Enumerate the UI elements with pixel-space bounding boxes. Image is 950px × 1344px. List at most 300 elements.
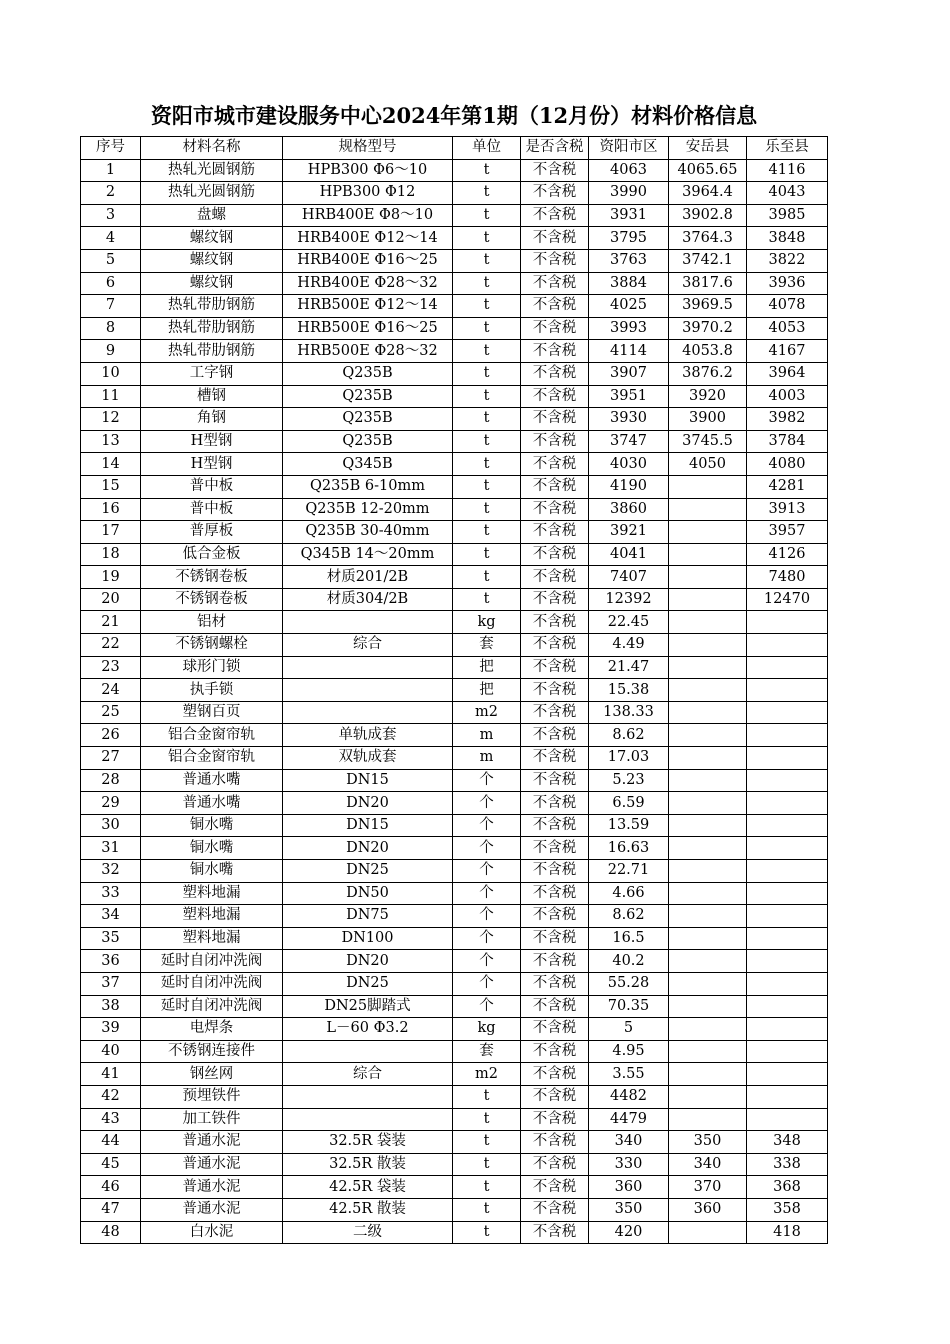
cell-material-name: 热轧光圆钢筋 bbox=[141, 159, 283, 182]
cell-lezhi-price bbox=[747, 634, 828, 657]
cell-material-name: 热轧带肋钢筋 bbox=[141, 295, 283, 318]
cell-anyue-price bbox=[669, 1108, 747, 1131]
cell-unit: 套 bbox=[453, 634, 521, 657]
cell-ziyang-price: 3931 bbox=[589, 204, 669, 227]
cell-spec: Q235B 12-20mm bbox=[283, 498, 453, 521]
cell-material-name: 钢丝网 bbox=[141, 1063, 283, 1086]
cell-material-name: 热轧带肋钢筋 bbox=[141, 340, 283, 363]
cell-material-name: 不锈钢连接件 bbox=[141, 1040, 283, 1063]
cell-tax: 不含税 bbox=[521, 611, 589, 634]
cell-spec: 42.5R 袋装 bbox=[283, 1176, 453, 1199]
cell-material-name: 盘螺 bbox=[141, 204, 283, 227]
cell-tax: 不含税 bbox=[521, 362, 589, 385]
cell-ziyang-price: 4.66 bbox=[589, 882, 669, 905]
cell-tax: 不含税 bbox=[521, 1221, 589, 1244]
cell-anyue-price: 3876.2 bbox=[669, 362, 747, 385]
cell-ziyang-price: 13.59 bbox=[589, 814, 669, 837]
cell-lezhi-price: 3957 bbox=[747, 521, 828, 544]
cell-lezhi-price bbox=[747, 701, 828, 724]
cell-lezhi-price bbox=[747, 1063, 828, 1086]
cell-ziyang-price: 8.62 bbox=[589, 724, 669, 747]
cell-index: 12 bbox=[81, 408, 141, 431]
cell-anyue-price bbox=[669, 1018, 747, 1041]
cell-spec: Q345B 14～20mm bbox=[283, 543, 453, 566]
table-row bbox=[81, 566, 828, 589]
header-index: 序号 bbox=[81, 137, 141, 160]
cell-material-name: 铝合金窗帘轨 bbox=[141, 724, 283, 747]
table-row bbox=[81, 950, 828, 973]
cell-spec: DN15 bbox=[283, 814, 453, 837]
cell-ziyang-price: 4025 bbox=[589, 295, 669, 318]
cell-tax: 不含税 bbox=[521, 860, 589, 883]
cell-anyue-price bbox=[669, 837, 747, 860]
cell-material-name: 普中板 bbox=[141, 475, 283, 498]
cell-anyue-price bbox=[669, 566, 747, 589]
table-row bbox=[81, 340, 828, 363]
cell-tax: 不含税 bbox=[521, 679, 589, 702]
cell-index: 15 bbox=[81, 475, 141, 498]
cell-lezhi-price: 3784 bbox=[747, 430, 828, 453]
cell-index: 31 bbox=[81, 837, 141, 860]
cell-anyue-price bbox=[669, 588, 747, 611]
cell-unit: t bbox=[453, 1131, 521, 1154]
table-row bbox=[81, 543, 828, 566]
cell-anyue-price bbox=[669, 634, 747, 657]
table-row bbox=[81, 475, 828, 498]
header-ziyang-price: 资阳市区 bbox=[589, 137, 669, 160]
table-row bbox=[81, 227, 828, 250]
cell-material-name: 螺纹钢 bbox=[141, 249, 283, 272]
cell-ziyang-price: 16.5 bbox=[589, 927, 669, 950]
cell-material-name: 普通水泥 bbox=[141, 1198, 283, 1221]
cell-ziyang-price: 3990 bbox=[589, 182, 669, 205]
cell-lezhi-price bbox=[747, 679, 828, 702]
cell-lezhi-price: 3982 bbox=[747, 408, 828, 431]
cell-material-name: 铝材 bbox=[141, 611, 283, 634]
cell-anyue-price bbox=[669, 475, 747, 498]
cell-unit: m bbox=[453, 747, 521, 770]
cell-anyue-price: 4065.65 bbox=[669, 159, 747, 182]
cell-lezhi-price bbox=[747, 837, 828, 860]
cell-spec bbox=[283, 611, 453, 634]
cell-lezhi-price: 418 bbox=[747, 1221, 828, 1244]
cell-ziyang-price: 3930 bbox=[589, 408, 669, 431]
cell-index: 6 bbox=[81, 272, 141, 295]
table-row bbox=[81, 588, 828, 611]
header-anyue-price: 安岳县 bbox=[669, 137, 747, 160]
cell-tax: 不含税 bbox=[521, 701, 589, 724]
cell-spec: 双轨成套 bbox=[283, 747, 453, 770]
cell-index: 36 bbox=[81, 950, 141, 973]
cell-spec: HRB400E Φ16～25 bbox=[283, 249, 453, 272]
cell-index: 47 bbox=[81, 1198, 141, 1221]
cell-ziyang-price: 3907 bbox=[589, 362, 669, 385]
cell-lezhi-price bbox=[747, 882, 828, 905]
cell-material-name: 螺纹钢 bbox=[141, 272, 283, 295]
cell-unit: t bbox=[453, 543, 521, 566]
cell-index: 7 bbox=[81, 295, 141, 318]
cell-ziyang-price: 360 bbox=[589, 1176, 669, 1199]
table-row bbox=[81, 272, 828, 295]
cell-ziyang-price: 7407 bbox=[589, 566, 669, 589]
cell-lezhi-price bbox=[747, 860, 828, 883]
cell-material-name: 塑钢百页 bbox=[141, 701, 283, 724]
cell-spec: Q235B bbox=[283, 408, 453, 431]
cell-unit: 个 bbox=[453, 769, 521, 792]
cell-anyue-price: 370 bbox=[669, 1176, 747, 1199]
cell-spec: HRB500E Φ12～14 bbox=[283, 295, 453, 318]
cell-ziyang-price: 4063 bbox=[589, 159, 669, 182]
cell-unit: t bbox=[453, 295, 521, 318]
cell-lezhi-price bbox=[747, 1108, 828, 1131]
cell-spec: HRB500E Φ16～25 bbox=[283, 317, 453, 340]
cell-tax: 不含税 bbox=[521, 1018, 589, 1041]
cell-spec: 综合 bbox=[283, 1063, 453, 1086]
cell-ziyang-price: 3763 bbox=[589, 249, 669, 272]
cell-tax: 不含税 bbox=[521, 1176, 589, 1199]
table-row bbox=[81, 498, 828, 521]
table-row bbox=[81, 204, 828, 227]
cell-tax: 不含税 bbox=[521, 1153, 589, 1176]
cell-spec: DN75 bbox=[283, 905, 453, 928]
cell-ziyang-price: 330 bbox=[589, 1153, 669, 1176]
cell-spec bbox=[283, 656, 453, 679]
cell-spec: HPB300 Φ12 bbox=[283, 182, 453, 205]
cell-index: 21 bbox=[81, 611, 141, 634]
cell-spec: HRB400E Φ12～14 bbox=[283, 227, 453, 250]
cell-anyue-price: 3964.4 bbox=[669, 182, 747, 205]
cell-index: 9 bbox=[81, 340, 141, 363]
cell-index: 19 bbox=[81, 566, 141, 589]
cell-material-name: 普通水泥 bbox=[141, 1153, 283, 1176]
table-row bbox=[81, 814, 828, 837]
cell-lezhi-price bbox=[747, 656, 828, 679]
cell-anyue-price bbox=[669, 701, 747, 724]
cell-spec: Q235B bbox=[283, 430, 453, 453]
cell-index: 2 bbox=[81, 182, 141, 205]
table-row bbox=[81, 837, 828, 860]
cell-unit: t bbox=[453, 159, 521, 182]
cell-lezhi-price bbox=[747, 905, 828, 928]
cell-anyue-price: 3920 bbox=[669, 385, 747, 408]
cell-tax: 不含税 bbox=[521, 340, 589, 363]
cell-spec bbox=[283, 1040, 453, 1063]
cell-unit: 个 bbox=[453, 995, 521, 1018]
cell-material-name: 不锈钢卷板 bbox=[141, 588, 283, 611]
cell-ziyang-price: 12392 bbox=[589, 588, 669, 611]
cell-index: 32 bbox=[81, 860, 141, 883]
cell-unit: t bbox=[453, 566, 521, 589]
cell-tax: 不含税 bbox=[521, 814, 589, 837]
cell-tax: 不含税 bbox=[521, 475, 589, 498]
cell-ziyang-price: 4.95 bbox=[589, 1040, 669, 1063]
cell-anyue-price bbox=[669, 679, 747, 702]
cell-index: 39 bbox=[81, 1018, 141, 1041]
cell-index: 38 bbox=[81, 995, 141, 1018]
cell-unit: 把 bbox=[453, 679, 521, 702]
table-row bbox=[81, 995, 828, 1018]
cell-ziyang-price: 16.63 bbox=[589, 837, 669, 860]
cell-lezhi-price bbox=[747, 747, 828, 770]
cell-anyue-price: 3970.2 bbox=[669, 317, 747, 340]
cell-index: 11 bbox=[81, 385, 141, 408]
cell-index: 42 bbox=[81, 1085, 141, 1108]
cell-anyue-price bbox=[669, 1063, 747, 1086]
cell-unit: t bbox=[453, 362, 521, 385]
cell-ziyang-price: 4482 bbox=[589, 1085, 669, 1108]
cell-spec: Q345B bbox=[283, 453, 453, 476]
cell-material-name: 普通水嘴 bbox=[141, 792, 283, 815]
cell-index: 33 bbox=[81, 882, 141, 905]
table-row bbox=[81, 634, 828, 657]
table-row bbox=[81, 1018, 828, 1041]
cell-spec: DN25脚踏式 bbox=[283, 995, 453, 1018]
cell-anyue-price: 3969.5 bbox=[669, 295, 747, 318]
cell-unit: 个 bbox=[453, 882, 521, 905]
cell-lezhi-price: 3913 bbox=[747, 498, 828, 521]
cell-index: 41 bbox=[81, 1063, 141, 1086]
cell-unit: 个 bbox=[453, 950, 521, 973]
cell-ziyang-price: 4190 bbox=[589, 475, 669, 498]
cell-material-name: 普厚板 bbox=[141, 521, 283, 544]
cell-lezhi-price: 4281 bbox=[747, 475, 828, 498]
table-row bbox=[81, 1221, 828, 1244]
cell-lezhi-price bbox=[747, 724, 828, 747]
cell-anyue-price: 3902.8 bbox=[669, 204, 747, 227]
table-row bbox=[81, 927, 828, 950]
cell-tax: 不含税 bbox=[521, 1108, 589, 1131]
table-row bbox=[81, 249, 828, 272]
cell-material-name: 塑料地漏 bbox=[141, 882, 283, 905]
cell-lezhi-price: 3848 bbox=[747, 227, 828, 250]
cell-unit: t bbox=[453, 1198, 521, 1221]
cell-anyue-price: 3900 bbox=[669, 408, 747, 431]
cell-index: 40 bbox=[81, 1040, 141, 1063]
cell-tax: 不含税 bbox=[521, 724, 589, 747]
cell-spec: HPB300 Φ6～10 bbox=[283, 159, 453, 182]
cell-tax: 不含税 bbox=[521, 204, 589, 227]
cell-material-name: 铝合金窗帘轨 bbox=[141, 747, 283, 770]
cell-ziyang-price: 3747 bbox=[589, 430, 669, 453]
cell-material-name: 螺纹钢 bbox=[141, 227, 283, 250]
cell-ziyang-price: 3860 bbox=[589, 498, 669, 521]
cell-anyue-price bbox=[669, 656, 747, 679]
cell-index: 13 bbox=[81, 430, 141, 453]
cell-tax: 不含税 bbox=[521, 566, 589, 589]
cell-spec bbox=[283, 679, 453, 702]
cell-tax: 不含税 bbox=[521, 227, 589, 250]
cell-index: 25 bbox=[81, 701, 141, 724]
cell-spec: L－60 Φ3.2 bbox=[283, 1018, 453, 1041]
cell-ziyang-price: 40.2 bbox=[589, 950, 669, 973]
cell-tax: 不含税 bbox=[521, 543, 589, 566]
cell-spec bbox=[283, 701, 453, 724]
cell-material-name: 延时自闭冲洗阀 bbox=[141, 950, 283, 973]
cell-material-name: H型钢 bbox=[141, 430, 283, 453]
cell-unit: t bbox=[453, 408, 521, 431]
cell-material-name: 执手锁 bbox=[141, 679, 283, 702]
cell-material-name: 球形门锁 bbox=[141, 656, 283, 679]
cell-tax: 不含税 bbox=[521, 588, 589, 611]
cell-unit: 个 bbox=[453, 814, 521, 837]
cell-spec bbox=[283, 1108, 453, 1131]
cell-anyue-price bbox=[669, 543, 747, 566]
cell-unit: t bbox=[453, 430, 521, 453]
cell-ziyang-price: 3.55 bbox=[589, 1063, 669, 1086]
cell-ziyang-price: 420 bbox=[589, 1221, 669, 1244]
cell-anyue-price: 3745.5 bbox=[669, 430, 747, 453]
cell-unit: t bbox=[453, 1221, 521, 1244]
cell-anyue-price bbox=[669, 1221, 747, 1244]
cell-anyue-price: 3764.3 bbox=[669, 227, 747, 250]
header-lezhi-price: 乐至县 bbox=[747, 137, 828, 160]
cell-ziyang-price: 4.49 bbox=[589, 634, 669, 657]
table-row bbox=[81, 1131, 828, 1154]
cell-material-name: 不锈钢螺栓 bbox=[141, 634, 283, 657]
cell-index: 20 bbox=[81, 588, 141, 611]
cell-index: 18 bbox=[81, 543, 141, 566]
cell-lezhi-price: 3964 bbox=[747, 362, 828, 385]
cell-lezhi-price: 338 bbox=[747, 1153, 828, 1176]
cell-spec: DN20 bbox=[283, 837, 453, 860]
table-row bbox=[81, 656, 828, 679]
cell-index: 23 bbox=[81, 656, 141, 679]
cell-unit: t bbox=[453, 1176, 521, 1199]
table-row bbox=[81, 905, 828, 928]
cell-lezhi-price: 4126 bbox=[747, 543, 828, 566]
table-row bbox=[81, 159, 828, 182]
cell-anyue-price bbox=[669, 747, 747, 770]
cell-lezhi-price: 4043 bbox=[747, 182, 828, 205]
cell-tax: 不含税 bbox=[521, 950, 589, 973]
table-row bbox=[81, 295, 828, 318]
cell-unit: t bbox=[453, 498, 521, 521]
cell-anyue-price bbox=[669, 611, 747, 634]
table-row bbox=[81, 882, 828, 905]
cell-unit: t bbox=[453, 1108, 521, 1131]
cell-material-name: 不锈钢卷板 bbox=[141, 566, 283, 589]
table-row bbox=[81, 1063, 828, 1086]
cell-ziyang-price: 17.03 bbox=[589, 747, 669, 770]
cell-material-name: 白水泥 bbox=[141, 1221, 283, 1244]
cell-index: 44 bbox=[81, 1131, 141, 1154]
cell-lezhi-price: 348 bbox=[747, 1131, 828, 1154]
header-row bbox=[81, 137, 828, 160]
cell-unit: 个 bbox=[453, 837, 521, 860]
cell-unit: m2 bbox=[453, 701, 521, 724]
cell-anyue-price bbox=[669, 860, 747, 883]
cell-anyue-price bbox=[669, 724, 747, 747]
cell-lezhi-price: 368 bbox=[747, 1176, 828, 1199]
table-row bbox=[81, 430, 828, 453]
cell-ziyang-price: 3951 bbox=[589, 385, 669, 408]
cell-lezhi-price bbox=[747, 927, 828, 950]
cell-anyue-price: 350 bbox=[669, 1131, 747, 1154]
cell-index: 5 bbox=[81, 249, 141, 272]
cell-index: 1 bbox=[81, 159, 141, 182]
cell-index: 29 bbox=[81, 792, 141, 815]
cell-lezhi-price bbox=[747, 1085, 828, 1108]
cell-index: 26 bbox=[81, 724, 141, 747]
cell-spec bbox=[283, 1085, 453, 1108]
cell-lezhi-price: 4167 bbox=[747, 340, 828, 363]
document-title: 资阳市城市建设服务中心2024年第1期（12月份）材料价格信息 bbox=[150, 103, 758, 128]
table-row bbox=[81, 1198, 828, 1221]
cell-material-name: 热轧带肋钢筋 bbox=[141, 317, 283, 340]
header-material-name: 材料名称 bbox=[141, 137, 283, 160]
cell-lezhi-price: 7480 bbox=[747, 566, 828, 589]
cell-ziyang-price: 22.45 bbox=[589, 611, 669, 634]
cell-anyue-price bbox=[669, 1040, 747, 1063]
cell-lezhi-price bbox=[747, 950, 828, 973]
cell-spec: DN20 bbox=[283, 792, 453, 815]
table-row bbox=[81, 408, 828, 431]
cell-lezhi-price: 4003 bbox=[747, 385, 828, 408]
cell-tax: 不含税 bbox=[521, 747, 589, 770]
cell-unit: kg bbox=[453, 1018, 521, 1041]
cell-material-name: 普通水嘴 bbox=[141, 769, 283, 792]
cell-anyue-price bbox=[669, 769, 747, 792]
cell-unit: t bbox=[453, 385, 521, 408]
cell-tax: 不含税 bbox=[521, 408, 589, 431]
cell-spec: DN100 bbox=[283, 927, 453, 950]
cell-material-name: 低合金板 bbox=[141, 543, 283, 566]
cell-ziyang-price: 5.23 bbox=[589, 769, 669, 792]
cell-spec: DN25 bbox=[283, 972, 453, 995]
cell-ziyang-price: 4114 bbox=[589, 340, 669, 363]
cell-tax: 不含税 bbox=[521, 769, 589, 792]
cell-ziyang-price: 4041 bbox=[589, 543, 669, 566]
cell-tax: 不含税 bbox=[521, 159, 589, 182]
header-tax: 是否含税 bbox=[521, 137, 589, 160]
table-row bbox=[81, 385, 828, 408]
cell-material-name: 铜水嘴 bbox=[141, 860, 283, 883]
table-row bbox=[81, 1085, 828, 1108]
table-row bbox=[81, 521, 828, 544]
cell-unit: t bbox=[453, 453, 521, 476]
cell-anyue-price bbox=[669, 950, 747, 973]
cell-tax: 不含税 bbox=[521, 272, 589, 295]
cell-index: 3 bbox=[81, 204, 141, 227]
cell-index: 48 bbox=[81, 1221, 141, 1244]
cell-unit: t bbox=[453, 249, 521, 272]
cell-tax: 不含税 bbox=[521, 249, 589, 272]
cell-ziyang-price: 22.71 bbox=[589, 860, 669, 883]
cell-spec: 32.5R 袋装 bbox=[283, 1131, 453, 1154]
cell-ziyang-price: 70.35 bbox=[589, 995, 669, 1018]
cell-lezhi-price bbox=[747, 995, 828, 1018]
cell-spec: 二级 bbox=[283, 1221, 453, 1244]
cell-spec: HRB400E Φ28～32 bbox=[283, 272, 453, 295]
cell-material-name: 角钢 bbox=[141, 408, 283, 431]
cell-unit: t bbox=[453, 272, 521, 295]
cell-anyue-price bbox=[669, 927, 747, 950]
header-spec: 规格型号 bbox=[283, 137, 453, 160]
cell-tax: 不含税 bbox=[521, 295, 589, 318]
cell-index: 28 bbox=[81, 769, 141, 792]
cell-spec: HRB500E Φ28～32 bbox=[283, 340, 453, 363]
table-row bbox=[81, 972, 828, 995]
cell-unit: 套 bbox=[453, 1040, 521, 1063]
cell-anyue-price bbox=[669, 882, 747, 905]
cell-tax: 不含税 bbox=[521, 634, 589, 657]
cell-tax: 不含税 bbox=[521, 385, 589, 408]
cell-tax: 不含税 bbox=[521, 1198, 589, 1221]
cell-lezhi-price: 4080 bbox=[747, 453, 828, 476]
cell-unit: t bbox=[453, 1153, 521, 1176]
cell-material-name: 槽钢 bbox=[141, 385, 283, 408]
cell-unit: t bbox=[453, 227, 521, 250]
